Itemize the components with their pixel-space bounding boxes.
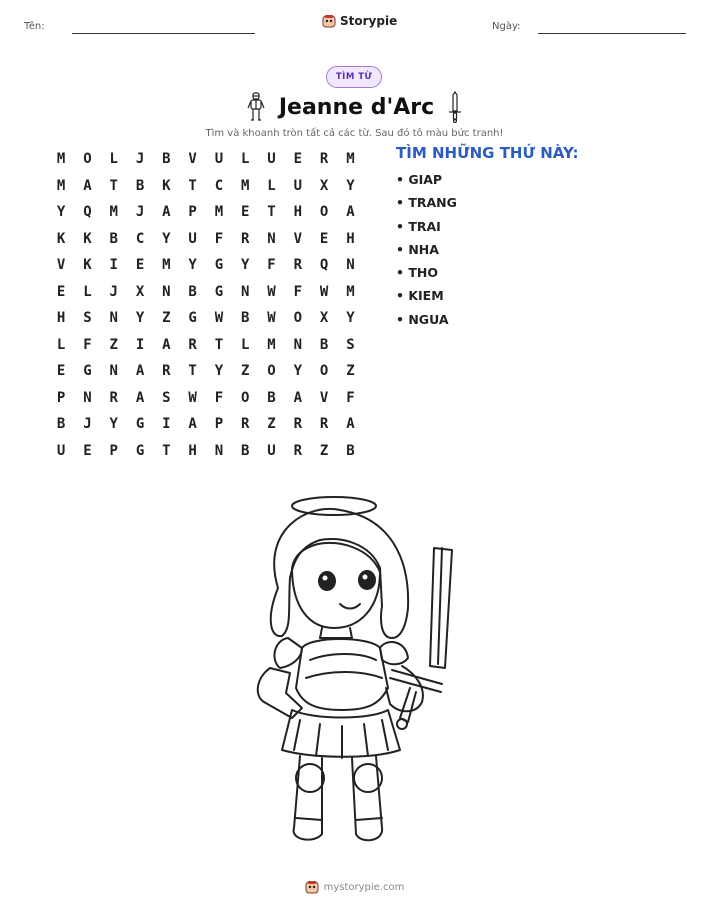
grid-cell[interactable]: W — [267, 310, 276, 326]
grid-cell[interactable]: A — [135, 389, 145, 406]
grid-cell[interactable]: B — [188, 283, 197, 300]
grid-cell[interactable]: R — [293, 416, 303, 432]
grid-cell[interactable]: U — [188, 230, 197, 247]
grid-cell[interactable]: O — [319, 363, 329, 379]
grid-cell[interactable]: Z — [162, 310, 171, 326]
grid-cell[interactable]: P — [214, 416, 224, 432]
grid-cell[interactable]: I — [162, 416, 171, 432]
grid-cell[interactable]: G — [135, 442, 145, 459]
grid-cell[interactable]: H — [56, 310, 66, 326]
grid-cell[interactable]: N — [267, 230, 276, 247]
grid-cell[interactable]: T — [188, 363, 197, 379]
grid-cell[interactable]: V — [293, 230, 303, 247]
grid-cell[interactable]: M — [109, 204, 118, 220]
grid-cell[interactable]: E — [241, 204, 250, 220]
name-line[interactable] — [72, 33, 255, 34]
date-label: Ngày: — [492, 21, 521, 32]
grid-cell[interactable]: S — [346, 336, 355, 353]
brand-logo — [322, 14, 397, 28]
grid-cell[interactable]: F — [346, 389, 355, 406]
grid-cell[interactable]: S — [162, 389, 171, 406]
grid-cell[interactable]: F — [214, 389, 224, 406]
grid-cell[interactable]: B — [109, 230, 118, 247]
grid-cell[interactable]: H — [346, 230, 355, 247]
grid-cell[interactable]: U — [267, 442, 276, 459]
grid-cell[interactable]: N — [241, 283, 250, 300]
grid-cell[interactable]: E — [319, 230, 329, 247]
grid-cell[interactable]: S — [83, 310, 92, 326]
grid-cell[interactable]: A — [346, 416, 355, 432]
grid-cell[interactable]: A — [162, 204, 171, 220]
grid-cell[interactable]: A — [293, 389, 303, 406]
grid-cell[interactable]: A — [83, 177, 92, 194]
grid-cell[interactable]: O — [319, 204, 329, 220]
grid-cell[interactable]: R — [241, 416, 250, 432]
grid-cell[interactable]: N — [109, 363, 118, 379]
grid-cell[interactable]: R — [293, 442, 303, 459]
word-search-grid — [48, 146, 364, 464]
grid-cell[interactable]: M — [162, 257, 171, 273]
grid-cell[interactable]: H — [188, 442, 197, 459]
grid-cell[interactable]: A — [346, 204, 355, 220]
grid-cell[interactable]: L — [83, 283, 92, 300]
grid-cell[interactable]: E — [135, 257, 145, 273]
grid-cell[interactable]: K — [83, 230, 92, 247]
find-word-item: • TRAI — [396, 218, 441, 234]
grid-cell[interactable]: L — [267, 177, 276, 194]
find-word-item: • TRANG — [396, 195, 457, 211]
grid-cell[interactable]: L — [109, 151, 118, 167]
grid-cell[interactable]: Z — [319, 442, 329, 459]
find-word-item: • THO — [396, 265, 438, 281]
grid-cell[interactable]: U — [214, 151, 224, 167]
grid-cell[interactable]: L — [241, 151, 250, 167]
grid-cell[interactable]: M — [346, 151, 355, 167]
grid-cell[interactable]: N — [109, 310, 118, 326]
grid-cell[interactable]: Y — [188, 257, 197, 273]
grid-cell[interactable]: X — [319, 310, 329, 326]
grid-cell[interactable]: Y — [135, 310, 145, 326]
storypie-logo-icon — [322, 14, 336, 28]
grid-cell[interactable]: F — [214, 230, 224, 247]
grid-cell[interactable]: R — [109, 389, 118, 406]
find-word-item: • NGUA — [396, 311, 449, 327]
grid-cell[interactable]: P — [109, 442, 118, 459]
grid-cell[interactable]: U — [267, 151, 276, 167]
grid-cell[interactable]: Y — [293, 363, 303, 379]
grid-cell[interactable]: J — [135, 204, 145, 220]
grid-cell[interactable]: K — [56, 230, 66, 247]
grid-cell[interactable]: A — [188, 416, 197, 432]
grid-cell[interactable]: K — [162, 177, 171, 194]
grid-cell[interactable]: Y — [56, 204, 66, 220]
grid-cell[interactable]: F — [83, 336, 92, 353]
grid-cell[interactable]: V — [188, 151, 197, 167]
grid-cell[interactable]: V — [319, 389, 329, 406]
grid-cell[interactable]: T — [214, 336, 224, 353]
grid-cell[interactable]: V — [56, 257, 66, 273]
grid-cell[interactable]: I — [109, 257, 118, 273]
grid-cell[interactable]: U — [293, 177, 303, 194]
grid-cell[interactable]: I — [135, 336, 145, 353]
grid-cell[interactable]: M — [346, 283, 355, 300]
grid-cell[interactable]: W — [214, 310, 224, 326]
date-line[interactable] — [538, 33, 686, 34]
grid-cell[interactable]: H — [293, 204, 303, 220]
grid-cell[interactable]: G — [188, 310, 197, 326]
grid-cell[interactable]: T — [109, 177, 118, 194]
instructions: Tìm và khoanh tròn tất cả các từ. Sau đó tô màu bức tranh! — [205, 128, 504, 139]
grid-cell[interactable]: O — [241, 389, 250, 406]
grid-cell[interactable]: R — [241, 230, 250, 247]
grid-cell[interactable]: F — [267, 257, 276, 273]
grid-cell[interactable]: F — [293, 283, 303, 300]
grid-cell[interactable]: G — [214, 283, 224, 300]
grid-cell[interactable]: Y — [109, 416, 118, 432]
grid-cell[interactable]: L — [241, 336, 250, 353]
grid-cell[interactable]: X — [135, 283, 145, 300]
find-word-list — [396, 172, 457, 335]
grid-cell[interactable]: J — [109, 283, 118, 300]
grid-cell[interactable]: C — [214, 177, 224, 194]
grid-cell[interactable]: U — [56, 442, 66, 459]
grid-cell[interactable]: G — [83, 363, 92, 379]
grid-cell[interactable]: M — [241, 177, 250, 194]
grid-cell[interactable]: R — [162, 363, 171, 379]
grid-cell[interactable]: Y — [346, 310, 355, 326]
grid-cell[interactable]: Y — [346, 177, 355, 194]
grid-cell[interactable]: N — [293, 336, 303, 353]
grid-cell[interactable]: Z — [267, 416, 276, 432]
grid-cell[interactable]: M — [214, 204, 224, 220]
grid-cell[interactable]: T — [188, 177, 197, 194]
grid-cell[interactable]: B — [267, 389, 276, 406]
grid-cell[interactable]: Q — [83, 204, 92, 220]
grid-cell[interactable]: L — [56, 336, 66, 353]
grid-cell[interactable]: B — [56, 416, 66, 432]
grid-cell[interactable]: P — [188, 204, 197, 220]
grid-cell[interactable]: N — [214, 442, 224, 459]
grid-cell[interactable]: Z — [346, 363, 355, 379]
find-word-item: • NHA — [396, 241, 439, 257]
joan-of-arc-coloring-illustration — [230, 488, 470, 858]
grid-cell[interactable]: B — [135, 177, 145, 194]
grid-cell[interactable]: O — [83, 151, 92, 167]
brand-name: Storypie — [340, 14, 398, 28]
grid-cell[interactable]: K — [83, 257, 92, 273]
grid-cell[interactable]: O — [293, 310, 303, 326]
grid-cell[interactable]: M — [56, 151, 66, 167]
find-word-item: • GIAP — [396, 172, 443, 187]
sword-icon — [448, 91, 462, 123]
grid-cell[interactable]: Y — [214, 363, 224, 379]
grid-cell[interactable]: P — [56, 389, 66, 406]
grid-cell[interactable]: Z — [109, 336, 118, 353]
grid-cell[interactable]: Z — [241, 363, 250, 379]
grid-cell[interactable]: R — [188, 336, 197, 353]
grid-cell[interactable]: B — [241, 442, 250, 459]
grid-cell[interactable]: E — [293, 151, 303, 167]
grid-cell[interactable]: E — [83, 442, 92, 459]
grid-cell[interactable]: N — [346, 257, 355, 273]
find-word-item: • KIEM — [396, 288, 444, 304]
grid-cell[interactable]: R — [319, 416, 329, 432]
grid-cell[interactable]: B — [319, 336, 329, 353]
grid-cell[interactable]: N — [83, 389, 92, 406]
grid-cell[interactable]: A — [162, 336, 171, 353]
name-label: Tên: — [24, 21, 45, 32]
grid-cell[interactable]: E — [56, 283, 66, 300]
grid-cell[interactable]: W — [267, 283, 276, 300]
grid-cell[interactable]: M — [56, 177, 66, 194]
grid-cell[interactable]: W — [188, 389, 197, 406]
grid-cell[interactable]: Y — [241, 257, 250, 273]
grid-cell[interactable]: E — [56, 363, 66, 379]
grid-cell[interactable]: T — [162, 442, 171, 459]
grid-cell[interactable]: B — [346, 442, 355, 459]
grid-cell[interactable]: G — [214, 257, 224, 273]
knight-armor-icon — [247, 92, 265, 122]
grid-cell[interactable]: B — [241, 310, 250, 326]
grid-cell[interactable]: Q — [319, 257, 329, 273]
word-search-badge: TÌM TỪ — [326, 66, 382, 88]
find-list-title: TÌM NHỮNG THỨ NÀY: — [396, 144, 579, 162]
grid-cell[interactable]: J — [135, 151, 145, 167]
grid-cell[interactable]: R — [319, 151, 329, 167]
grid-cell[interactable]: C — [135, 230, 145, 247]
footer — [0, 880, 709, 894]
footer-url[interactable]: mystorypie.com — [323, 881, 405, 893]
grid-cell[interactable]: N — [162, 283, 171, 300]
storypie-logo-icon — [305, 880, 319, 894]
grid-cell[interactable]: J — [83, 416, 92, 432]
title-row — [0, 90, 709, 124]
grid-cell[interactable]: B — [162, 151, 171, 167]
grid-cell[interactable]: M — [267, 336, 276, 353]
page-title: Jeanne d'Arc — [278, 94, 435, 120]
grid-cell[interactable]: X — [319, 177, 329, 194]
grid-cell[interactable]: W — [319, 283, 329, 300]
grid-cell[interactable]: O — [267, 363, 276, 379]
grid-cell[interactable]: R — [293, 257, 303, 273]
grid-cell[interactable]: T — [267, 204, 276, 220]
grid-cell[interactable]: G — [135, 416, 145, 432]
grid-cell[interactable]: Y — [162, 230, 171, 247]
grid-cell[interactable]: A — [135, 363, 145, 379]
